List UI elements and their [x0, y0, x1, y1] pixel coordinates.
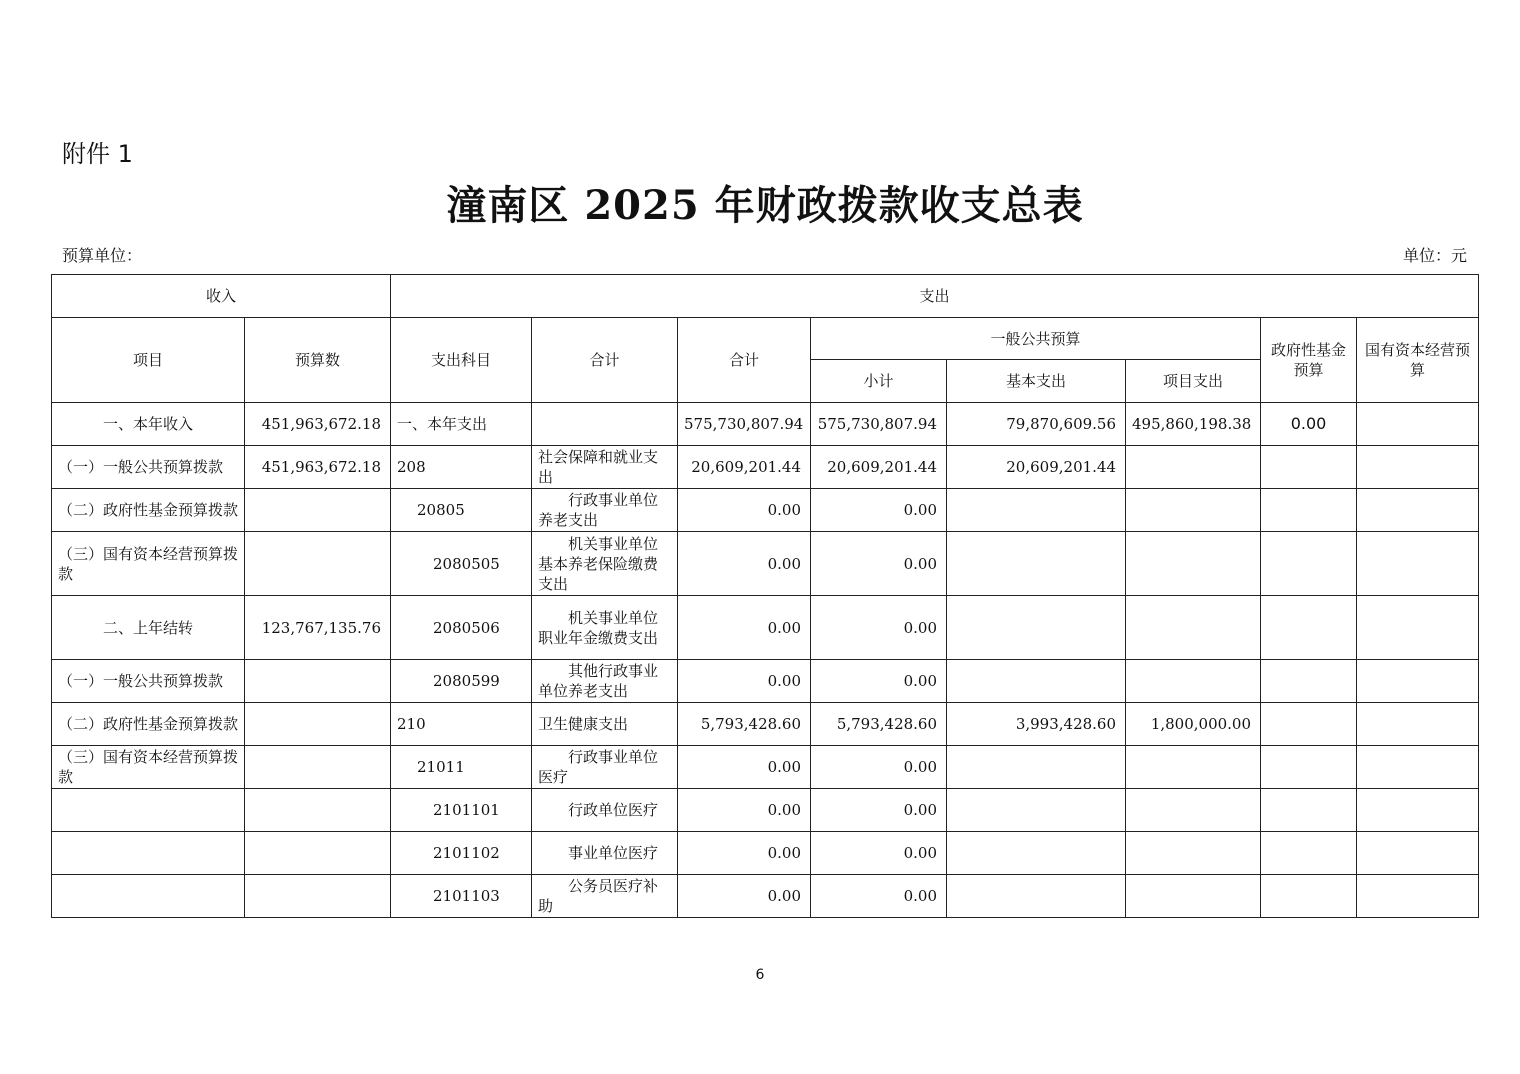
expense-total-cell: 0.00 [678, 746, 811, 789]
income-item-cell: （三）国有资本经营预算拨款 [52, 746, 245, 789]
col-state-capital-header: 国有资本经营预算 [1357, 318, 1479, 403]
expense-total-cell: 0.00 [678, 660, 811, 703]
expense-total-cell: 20,609,201.44 [678, 446, 811, 489]
gov-fund-cell [1261, 489, 1357, 532]
col-subject-total-header: 合计 [532, 318, 678, 403]
col-total-header: 合计 [678, 318, 811, 403]
basic-expense-cell [947, 875, 1126, 918]
expense-subject-cell: 社会保障和就业支出 [532, 446, 678, 489]
general-subtotal-cell: 0.00 [811, 596, 947, 660]
expense-total-cell: 0.00 [678, 489, 811, 532]
expense-code-cell: 2101102 [391, 832, 532, 875]
income-budget-cell: 123,767,135.76 [245, 596, 391, 660]
expense-code-cell: 208 [391, 446, 532, 489]
gov-fund-cell [1261, 446, 1357, 489]
expense-total-cell: 0.00 [678, 789, 811, 832]
expense-total-cell: 0.00 [678, 532, 811, 596]
expense-subject-cell: 机关事业单位基本养老保险缴费支出 [532, 532, 678, 596]
state-capital-cell [1357, 446, 1479, 489]
state-capital-cell [1357, 489, 1479, 532]
project-expense-cell [1126, 532, 1261, 596]
general-subtotal-cell: 20,609,201.44 [811, 446, 947, 489]
project-expense-cell [1126, 832, 1261, 875]
basic-expense-cell [947, 596, 1126, 660]
basic-expense-cell [947, 489, 1126, 532]
expense-subject-cell [532, 403, 678, 446]
income-budget-cell [245, 746, 391, 789]
table-row [52, 746, 1479, 789]
expense-subject-cell: 行政事业单位医疗 [532, 746, 678, 789]
income-budget-cell: 451,963,672.18 [245, 403, 391, 446]
gov-fund-cell [1261, 832, 1357, 875]
col-project-header: 项目支出 [1126, 360, 1261, 403]
col-general-budget-header: 一般公共预算 [811, 318, 1261, 360]
gov-fund-cell [1261, 875, 1357, 918]
general-subtotal-cell: 5,793,428.60 [811, 703, 947, 746]
expense-subject-cell: 其他行政事业单位养老支出 [532, 660, 678, 703]
general-subtotal-cell: 575,730,807.94 [811, 403, 947, 446]
general-subtotal-cell: 0.00 [811, 489, 947, 532]
income-budget-cell [245, 703, 391, 746]
income-budget-cell [245, 660, 391, 703]
expense-code-cell: 21011 [391, 746, 532, 789]
income-item-cell [52, 832, 245, 875]
income-budget-cell: 451,963,672.18 [245, 446, 391, 489]
basic-expense-cell [947, 746, 1126, 789]
table-row [52, 789, 1479, 832]
income-item-cell: 二、上年结转 [52, 596, 245, 660]
state-capital-cell [1357, 789, 1479, 832]
attachment-label: 附件 1 [62, 140, 133, 168]
project-expense-cell [1126, 660, 1261, 703]
project-expense-cell: 495,860,198.38 [1126, 403, 1261, 446]
income-budget-cell [245, 532, 391, 596]
col-budget-header: 预算数 [245, 318, 391, 403]
basic-expense-cell [947, 789, 1126, 832]
expense-subject-cell: 事业单位医疗 [532, 832, 678, 875]
income-item-cell: 一、本年收入 [52, 403, 245, 446]
project-expense-cell [1126, 789, 1261, 832]
page-title: 潼南区 2025 年财政拨款收支总表 [446, 182, 1084, 229]
basic-expense-cell [947, 532, 1126, 596]
income-budget-cell [245, 875, 391, 918]
budget-unit-label: 预算单位： [62, 246, 143, 265]
state-capital-cell [1357, 532, 1479, 596]
expense-code-cell: 2101101 [391, 789, 532, 832]
expense-subject-cell: 行政事业单位养老支出 [532, 489, 678, 532]
basic-expense-cell [947, 660, 1126, 703]
col-subject-header: 支出科目 [391, 318, 532, 403]
project-expense-cell [1126, 875, 1261, 918]
table-row [52, 403, 1479, 446]
income-item-cell: （二）政府性基金预算拨款 [52, 489, 245, 532]
gov-fund-cell [1261, 596, 1357, 660]
expense-total-cell: 5,793,428.60 [678, 703, 811, 746]
general-subtotal-cell: 0.00 [811, 789, 947, 832]
project-expense-cell [1126, 489, 1261, 532]
gov-fund-cell [1261, 660, 1357, 703]
state-capital-cell [1357, 832, 1479, 875]
income-item-cell: （一）一般公共预算拨款 [52, 660, 245, 703]
expense-code-cell: 20805 [391, 489, 532, 532]
project-expense-cell [1126, 596, 1261, 660]
basic-expense-cell: 20,609,201.44 [947, 446, 1126, 489]
gov-fund-cell [1261, 532, 1357, 596]
table-row [52, 875, 1479, 918]
expense-code-cell: 2101103 [391, 875, 532, 918]
income-item-cell: （三）国有资本经营预算拨款 [52, 532, 245, 596]
income-item-cell [52, 789, 245, 832]
general-subtotal-cell: 0.00 [811, 875, 947, 918]
gov-fund-cell [1261, 703, 1357, 746]
expense-code-cell: 210 [391, 703, 532, 746]
gov-fund-cell: 0.00 [1261, 403, 1357, 446]
income-item-cell: （一）一般公共预算拨款 [52, 446, 245, 489]
state-capital-cell [1357, 746, 1479, 789]
expense-total-cell: 0.00 [678, 875, 811, 918]
basic-expense-cell [947, 832, 1126, 875]
state-capital-cell [1357, 703, 1479, 746]
expense-subject-cell: 公务员医疗补助 [532, 875, 678, 918]
expense-code-cell: 一、本年支出 [391, 403, 532, 446]
expense-total-cell: 575,730,807.94 [678, 403, 811, 446]
expense-subject-cell: 行政单位医疗 [532, 789, 678, 832]
basic-expense-cell: 79,870,609.56 [947, 403, 1126, 446]
table-row [52, 832, 1479, 875]
col-item-header: 项目 [52, 318, 245, 403]
state-capital-cell [1357, 596, 1479, 660]
general-subtotal-cell: 0.00 [811, 532, 947, 596]
table-row [52, 446, 1479, 489]
project-expense-cell [1126, 746, 1261, 789]
expense-total-cell: 0.00 [678, 596, 811, 660]
income-header: 收入 [52, 275, 391, 318]
income-item-cell: （二）政府性基金预算拨款 [52, 703, 245, 746]
expense-total-cell: 0.00 [678, 832, 811, 875]
currency-unit-label: 单位：元 [1402, 246, 1467, 265]
state-capital-cell [1357, 660, 1479, 703]
gov-fund-cell [1261, 789, 1357, 832]
table-row [52, 660, 1479, 703]
project-expense-cell: 1,800,000.00 [1126, 703, 1261, 746]
col-gov-fund-header: 政府性基金预算 [1261, 318, 1357, 403]
basic-expense-cell: 3,993,428.60 [947, 703, 1126, 746]
expense-subject-cell: 机关事业单位职业年金缴费支出 [532, 596, 678, 660]
col-subtotal-header: 小计 [811, 360, 947, 403]
table-row [52, 703, 1479, 746]
page-number: 6 [755, 967, 765, 983]
general-subtotal-cell: 0.00 [811, 832, 947, 875]
expense-subject-cell: 卫生健康支出 [532, 703, 678, 746]
col-basic-header: 基本支出 [947, 360, 1126, 403]
expense-code-cell: 2080599 [391, 660, 532, 703]
general-subtotal-cell: 0.00 [811, 660, 947, 703]
income-budget-cell [245, 489, 391, 532]
expense-header: 支出 [391, 275, 1479, 318]
income-budget-cell [245, 789, 391, 832]
expense-code-cell: 2080506 [391, 596, 532, 660]
state-capital-cell [1357, 875, 1479, 918]
budget-summary-table [51, 274, 1479, 918]
project-expense-cell [1126, 446, 1261, 489]
state-capital-cell [1357, 403, 1479, 446]
income-item-cell [52, 875, 245, 918]
income-budget-cell [245, 832, 391, 875]
expense-code-cell: 2080505 [391, 532, 532, 596]
table-row [52, 489, 1479, 532]
gov-fund-cell [1261, 746, 1357, 789]
table-row [52, 532, 1479, 596]
general-subtotal-cell: 0.00 [811, 746, 947, 789]
table-row [52, 596, 1479, 660]
